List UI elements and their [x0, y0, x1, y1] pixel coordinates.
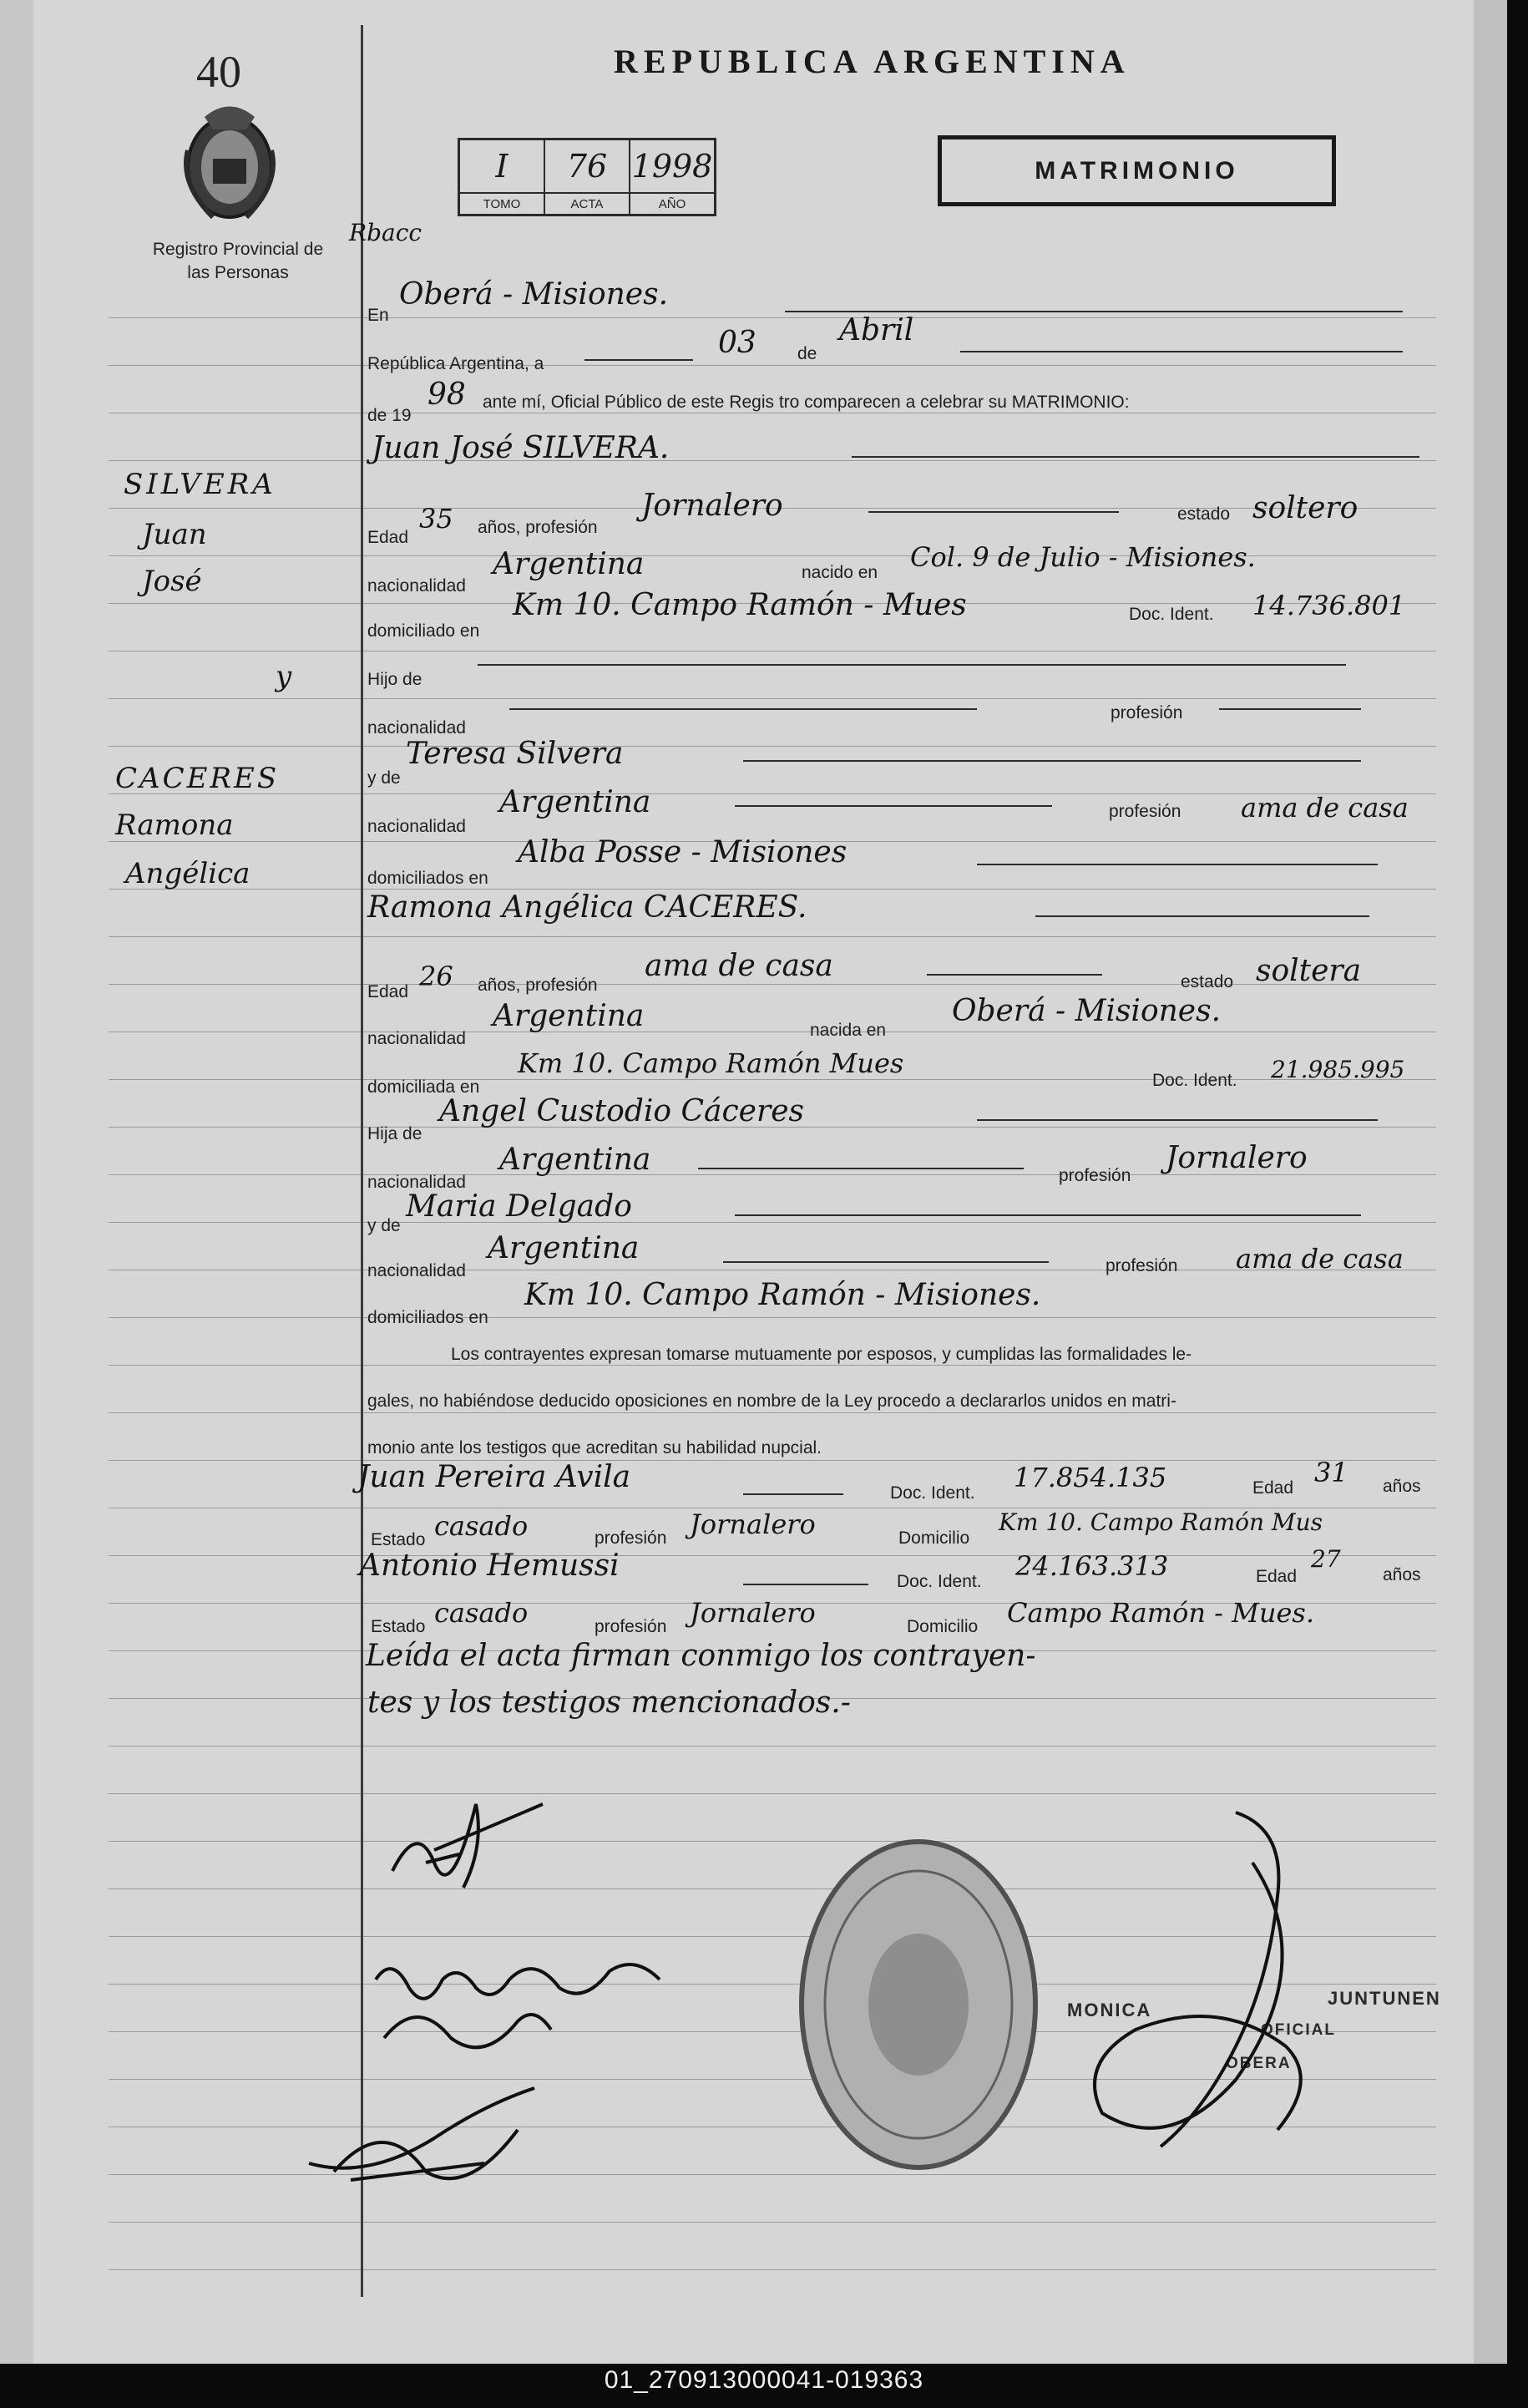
witness2-name: Antonio Hemussi — [359, 1549, 620, 1583]
ruled-line — [109, 1317, 1436, 1318]
bride-father-prof: Jornalero — [1166, 1141, 1308, 1175]
witness2-dom-label: Domicilio — [907, 1617, 979, 1636]
tomo-label: TOMO — [459, 193, 545, 215]
stamp-line2: JUNTUNEN — [1328, 1988, 1441, 2009]
bride-estado-label: estado — [1181, 972, 1234, 991]
coat-of-arms-icon — [180, 100, 280, 226]
witness1-address: Km 10. Campo Ramón Mus — [999, 1508, 1323, 1536]
groom-edad-label: Edad — [367, 528, 409, 547]
bride-nac-label: nacionalidad — [367, 1029, 466, 1048]
witness1-profession: Jornalero — [690, 1508, 816, 1540]
witness1-name: Juan Pereira Avila — [357, 1460, 631, 1494]
witness2-estado-label: Estado — [371, 1617, 426, 1636]
bride-dom-label: domiciliada en — [367, 1077, 480, 1097]
witness1-estado-label: Estado — [371, 1530, 426, 1549]
witness2-age: 27 — [1311, 1545, 1341, 1573]
ruled-line — [109, 365, 1436, 366]
registry-label: Registro Provincial de las Personas — [152, 240, 324, 282]
image-id-footer: 01_270913000041-019363 — [604, 2366, 924, 2394]
witness2-anos-label: años — [1383, 1565, 1421, 1584]
ruled-line — [109, 1460, 1436, 1461]
year-prefix: de 19 — [367, 406, 412, 425]
witness2-doc: 24.163.313 — [1015, 1550, 1169, 1582]
bride-doc: 21.985.995 — [1271, 1056, 1405, 1083]
fill-line — [785, 311, 1403, 312]
witness2-profession: Jornalero — [690, 1597, 816, 1629]
witness2-edad-label: Edad — [1256, 1567, 1298, 1586]
fill-line — [960, 351, 1403, 352]
fill-line — [584, 359, 693, 361]
page-right-edge — [1474, 0, 1507, 2364]
declaration-line2: gales, no habiéndose deducido oposiciones en nombre de la Ley procedo a declararlos unidos en matri- — [367, 1392, 1176, 1411]
groom-estado-label: estado — [1177, 504, 1231, 524]
fill-line — [1035, 915, 1369, 917]
witness1-edad-label: Edad — [1252, 1478, 1294, 1498]
fill-line — [698, 1168, 1024, 1169]
ruled-line — [109, 889, 1436, 890]
groom-age: 35 — [419, 503, 453, 535]
fill-line — [478, 664, 1346, 666]
en-label: En — [367, 306, 389, 325]
groom-birthplace: Col. 9 de Julio - Misiones. — [910, 541, 1256, 573]
groom-mother-nat: Argentina — [499, 785, 651, 819]
page-left-edge — [0, 0, 33, 2364]
closing-line2: tes y los testigos mencionados.- — [367, 1686, 851, 1720]
fill-line — [735, 1214, 1361, 1216]
ruled-line — [109, 698, 1436, 699]
bride-age: 26 — [419, 961, 453, 992]
declaration-line1: Los contrayentes expresan tomarse mutuamente por esposos, y cumplidas las formalidades le- — [451, 1345, 1192, 1364]
groom-nac-label: nacionalidad — [367, 576, 466, 596]
fill-line — [509, 708, 977, 710]
ruled-line — [109, 984, 1436, 985]
ruled-line — [109, 746, 1436, 747]
witness1-dom-label: Domicilio — [898, 1528, 970, 1548]
ano-value: 1998 — [630, 139, 716, 194]
witness1-doc-label: Doc. Ident. — [890, 1483, 975, 1503]
margin-bride-given2: Angélica — [125, 857, 250, 890]
bride-father-name: Angel Custodio Cáceres — [439, 1094, 804, 1128]
groom-parents-dom-label: domiciliados en — [367, 869, 488, 888]
groom-nacido-label: nacido en — [802, 563, 878, 582]
fill-line — [735, 805, 1052, 807]
ruled-line — [109, 2269, 1436, 2270]
signature-official — [1069, 1796, 1353, 2180]
year-suffix: 98 — [428, 378, 466, 412]
bride-nationality: Argentina — [493, 999, 645, 1033]
ruled-line — [109, 1793, 1436, 1794]
clerk-initials: Rbacc — [349, 219, 422, 246]
bride-hija-label: Hija de — [367, 1124, 422, 1143]
margin-bride-surname: CACERES — [115, 762, 280, 795]
margin-bride-given1: Ramona — [115, 809, 234, 842]
signature-groom — [384, 1771, 551, 1896]
bride-mother-nat: Argentina — [488, 1231, 640, 1265]
bride-profession: ama de casa — [645, 949, 833, 983]
bride-mother-name: Maria Delgado — [406, 1189, 632, 1224]
closing-line1: Leída el acta firman conmigo los contrayen- — [366, 1639, 1036, 1673]
fill-line — [868, 511, 1119, 513]
fill-line — [743, 1493, 843, 1495]
groom-mother-nac-label: nacionalidad — [367, 817, 466, 836]
groom-address: Km 10. Campo Ramón - Mues — [513, 588, 967, 622]
ruled-line — [109, 1222, 1436, 1223]
witness1-doc: 17.854.135 — [1014, 1462, 1167, 1493]
groom-anos-prof-label: años, profesión — [478, 518, 598, 537]
intro-statement: ante mí, Oficial Público de este Regis tro comparecen a celebrar su MATRIMONIO: — [483, 393, 1130, 412]
ruled-line — [109, 1365, 1436, 1366]
signature-bride — [367, 1946, 701, 2071]
groom-civil-status: soltero — [1252, 491, 1359, 525]
bride-parents-dom-label: domiciliados en — [367, 1308, 488, 1327]
witness1-anos-label: años — [1383, 1477, 1421, 1496]
fill-line — [1219, 708, 1361, 710]
groom-mother-prof: ama de casa — [1241, 792, 1409, 824]
bride-full-name: Ramona Angélica CACERES. — [367, 890, 807, 925]
margin-conjunction: y — [276, 660, 292, 693]
margin-divider — [361, 25, 363, 2297]
bride-father-prof-label: profesión — [1059, 1166, 1131, 1185]
bride-mother-prof: ama de casa — [1236, 1243, 1404, 1275]
groom-father-nac-label: nacionalidad — [367, 718, 466, 738]
bride-mother-nac-label: nacionalidad — [367, 1261, 466, 1280]
margin-groom-given2: José — [142, 565, 202, 598]
groom-father-prof-label: profesión — [1111, 703, 1183, 722]
bride-father-nat: Argentina — [499, 1143, 651, 1177]
groom-hijo-label: Hijo de — [367, 670, 422, 689]
month-value: Abril — [839, 313, 914, 347]
ruled-line — [109, 793, 1436, 794]
groom-mother-name: Teresa Silvera — [406, 737, 624, 771]
bride-anos-prof-label: años, profesión — [478, 976, 598, 995]
de-label: de — [797, 344, 817, 363]
stamp-line3: OFICIAL — [1261, 2021, 1336, 2039]
ano-label: AÑO — [630, 193, 716, 215]
groom-dom-label: domiciliado en — [367, 621, 480, 641]
bride-mother-prof-label: profesión — [1106, 1256, 1178, 1275]
bride-address: Km 10. Campo Ramón Mues — [518, 1047, 904, 1079]
witness2-status: casado — [434, 1597, 529, 1629]
witness1-prof-label: profesión — [595, 1528, 667, 1548]
ruled-line — [109, 936, 1436, 937]
ruled-line — [109, 1555, 1436, 1556]
bride-father-nac-label: nacionalidad — [367, 1173, 466, 1192]
groom-parents-address: Alba Posse - Misiones — [518, 835, 847, 869]
ruled-line — [109, 460, 1436, 461]
groom-mother-prof-label: profesión — [1109, 802, 1181, 821]
witness2-doc-label: Doc. Ident. — [897, 1572, 982, 1591]
fill-line — [927, 974, 1102, 976]
groom-yde-label: y de — [367, 768, 401, 788]
day-value: 03 — [718, 326, 756, 360]
country-title: REPUBLICA ARGENTINA — [614, 43, 1131, 80]
groom-profession: Jornalero — [641, 489, 783, 523]
declaration-line3: monio ante los testigos que acreditan su habilidad nupcial. — [367, 1438, 822, 1457]
fill-line — [977, 1119, 1378, 1121]
witness1-age: 31 — [1314, 1457, 1348, 1488]
fill-line — [723, 1261, 1049, 1263]
groom-nationality: Argentina — [493, 547, 645, 581]
fill-line — [743, 1584, 868, 1585]
bride-edad-label: Edad — [367, 982, 409, 1001]
signature-witness — [301, 2063, 568, 2197]
groom-full-name: Juan José SILVERA. — [372, 431, 670, 465]
witness2-address: Campo Ramón - Mues. — [1007, 1597, 1315, 1629]
ruled-line — [109, 1412, 1436, 1413]
witness2-prof-label: profesión — [595, 1617, 667, 1636]
act-type-box: MATRIMONIO — [938, 135, 1336, 206]
bride-parents-address: Km 10. Campo Ramón - Misiones. — [524, 1278, 1041, 1312]
place-value: Oberá - Misiones. — [399, 277, 669, 312]
stamp-line4: OBERA — [1226, 2055, 1292, 2072]
record-reference-table — [458, 138, 716, 216]
bride-civil-status: soltera — [1256, 954, 1362, 988]
page-number: 40 — [196, 47, 241, 97]
fill-line — [852, 456, 1419, 458]
groom-doc-label: Doc. Ident. — [1129, 605, 1214, 624]
bride-nacida-label: nacida en — [810, 1021, 887, 1040]
margin-groom-surname: SILVERA — [124, 468, 276, 501]
stamp-line1: MONICA — [1067, 2000, 1152, 2020]
ruled-line — [109, 317, 1436, 318]
acta-value: 76 — [544, 139, 630, 194]
bride-yde-label: y de — [367, 1216, 401, 1235]
groom-doc: 14.736.801 — [1252, 590, 1406, 621]
registry-seal-icon — [793, 1829, 1052, 2180]
ruled-line — [109, 2222, 1436, 2223]
margin-groom-given1: Juan — [142, 518, 207, 551]
rep-label: República Argentina, a — [367, 354, 544, 373]
acta-label: ACTA — [544, 193, 630, 215]
witness1-status: casado — [434, 1510, 529, 1542]
fill-line — [743, 760, 1361, 762]
bride-birthplace: Oberá - Misiones. — [952, 994, 1222, 1028]
fill-line — [977, 864, 1378, 865]
tomo-value: I — [459, 139, 545, 194]
bride-doc-label: Doc. Ident. — [1152, 1071, 1237, 1090]
